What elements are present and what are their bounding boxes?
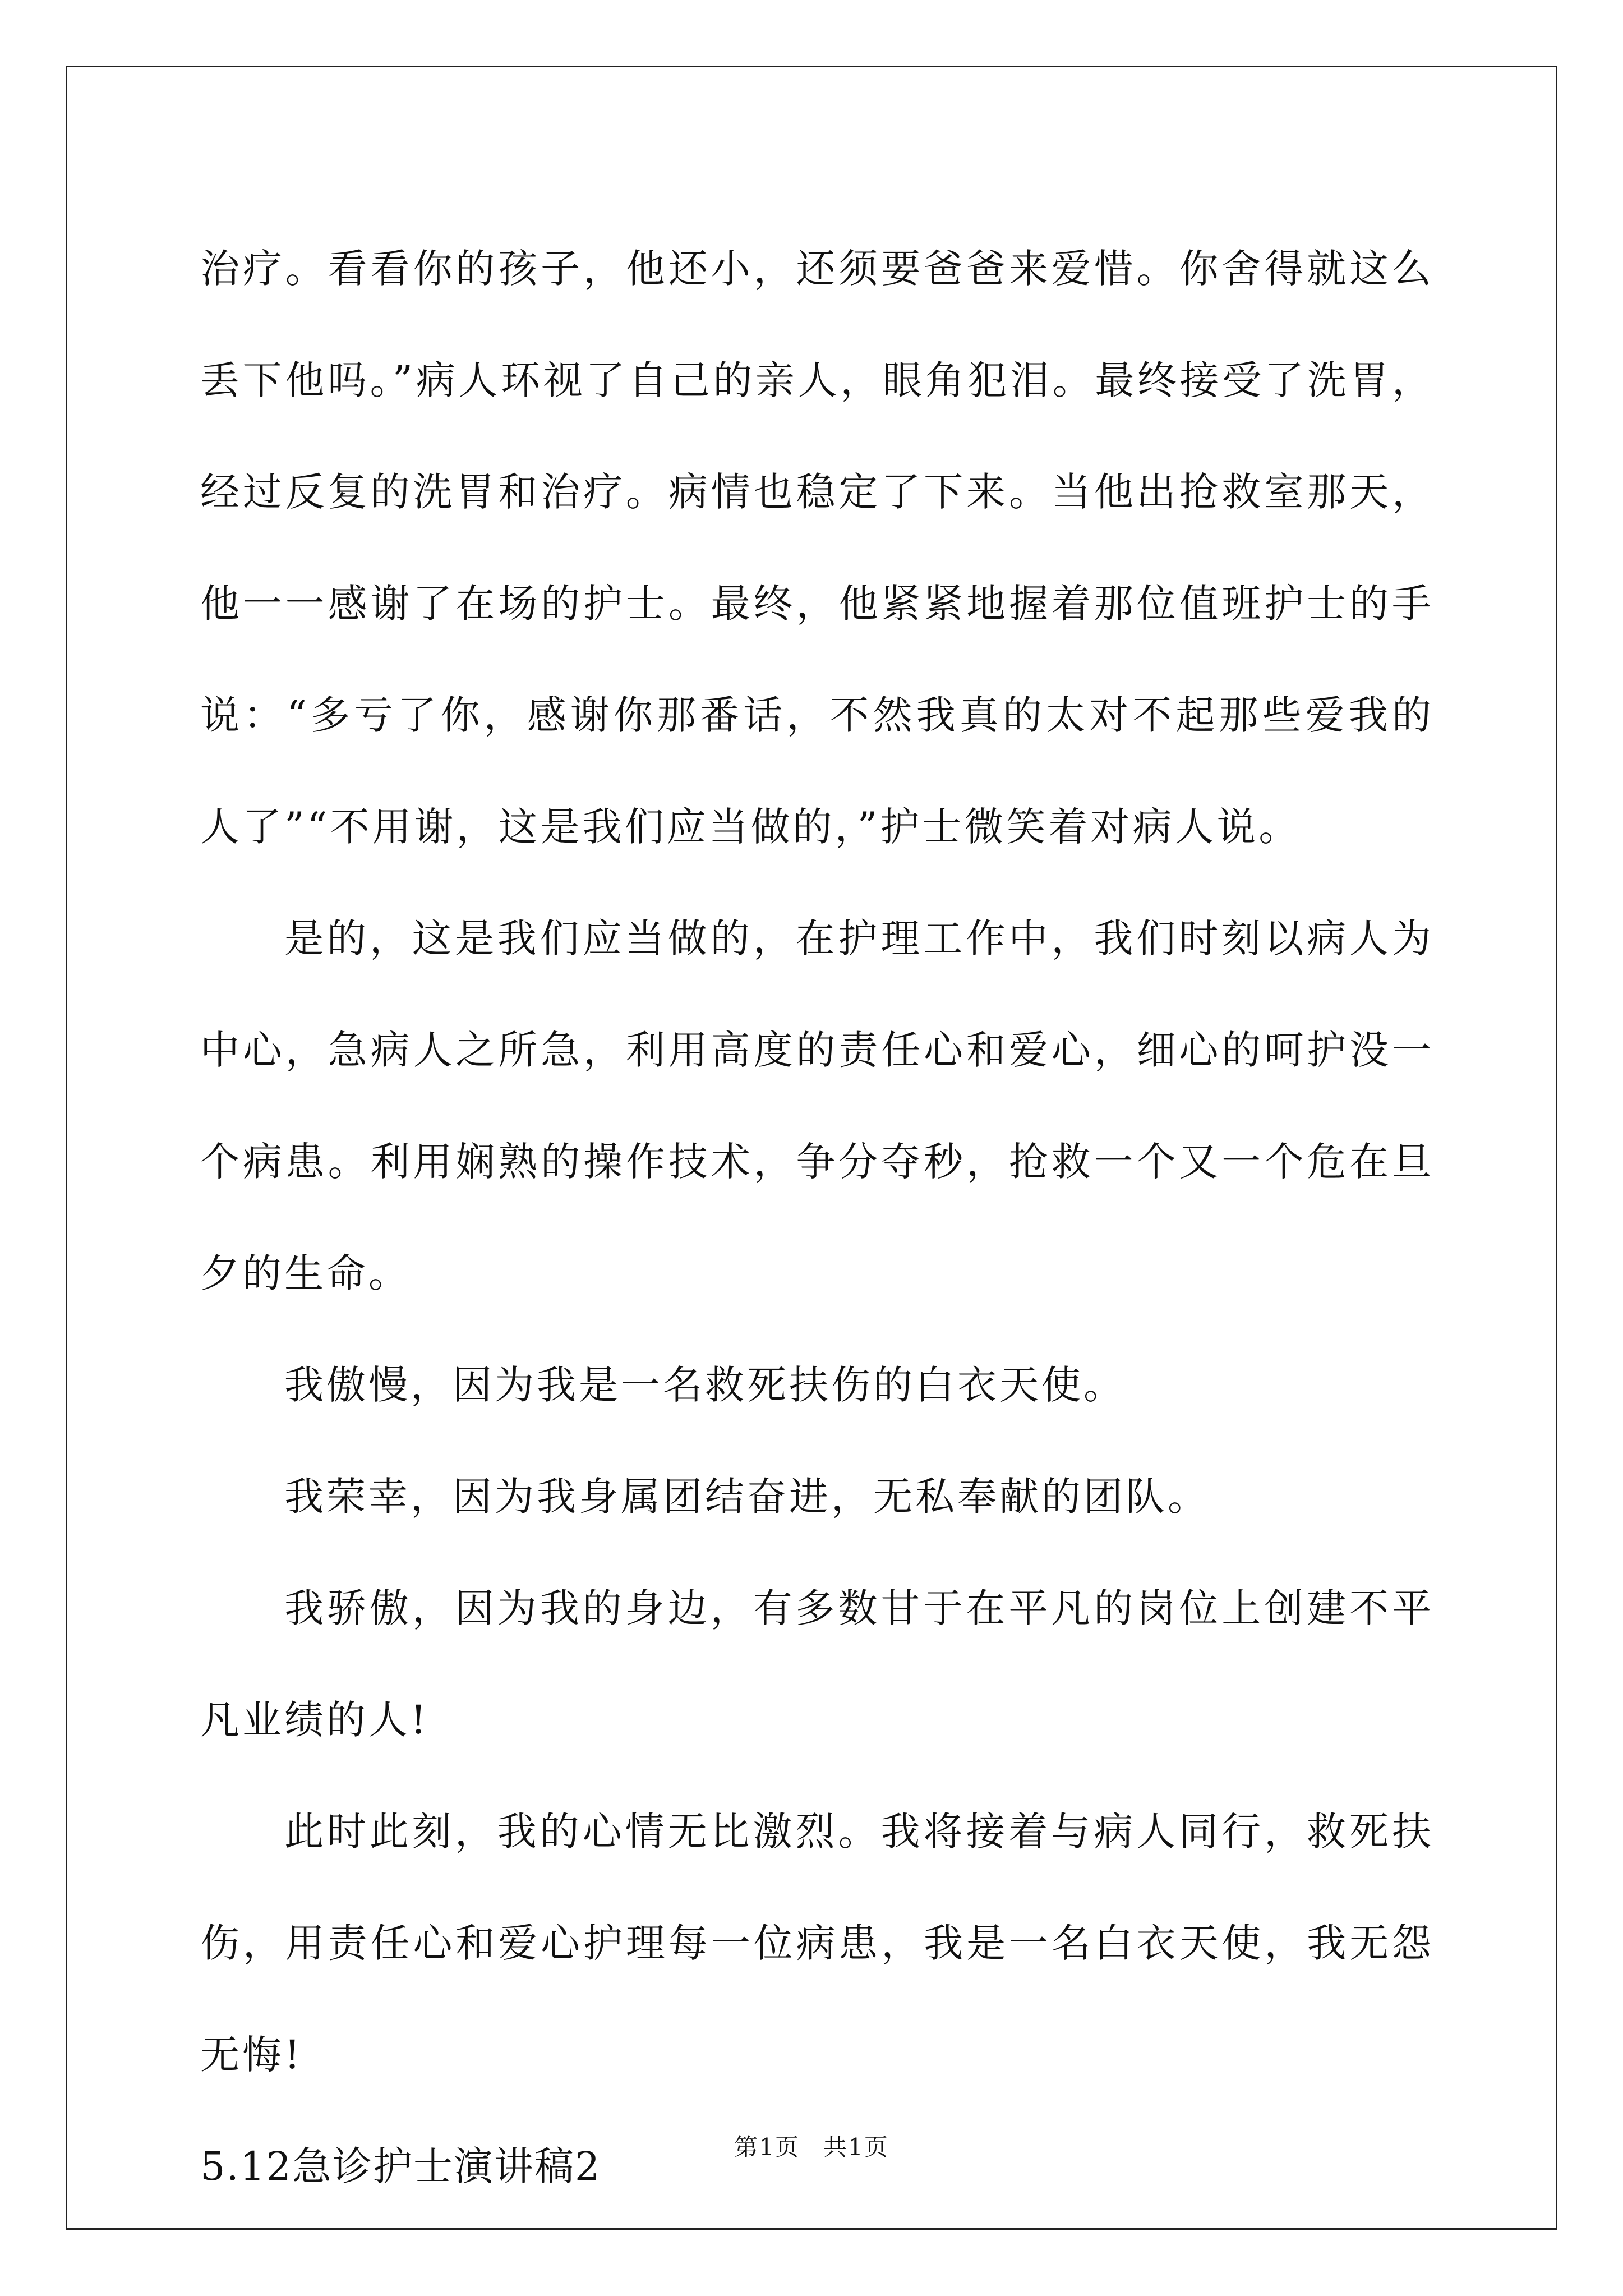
- page-total: 共1页: [823, 2133, 889, 2161]
- paragraph-1: 治疗。看看你的孩子，他还小，还须要爸爸来爱惜。你舍得就这么丢下他吗。”病人环视了自己的亲人，眼角犯泪。最终接受了洗胃，经过反复的洗胃和治疗。病情也稳定了下来。当他出抢救室那天，他一一感谢了在场的护士。最终，他紧紧地握着那位值班护士的手说：“多亏了你，感谢你那番话，不然我真的太对不起那些爱我的人了”“不用谢，这是我们应当做的，”护士微笑着对病人说。: [200, 246, 1434, 850]
- paragraph-5: 我骄傲，因为我的身边，有多数甘于在平凡的岗位上创建不平凡业绩的人!: [200, 1585, 1434, 1743]
- document-body: [200, 213, 1434, 2223]
- page-number: 第1页: [734, 2133, 800, 2161]
- paragraph-4: 我荣幸，因为我身属团结奋进，无私奉献的团队。: [284, 1474, 1210, 1520]
- page-footer: [0, 2129, 1623, 2162]
- section-heading: 5.12急诊护士演讲稿2: [200, 2143, 601, 2189]
- paragraph-3: 我傲慢，因为我是一名救死扶伤的白衣天使。: [284, 1362, 1126, 1408]
- paragraph-2: 是的，这是我们应当做的，在护理工作中，我们时刻以病人为中心，急病人之所急，利用高度的责任心和爱心，细心的呵护没一个病患。利用娴熟的操作技术，争分夺秒，抢救一个又一个危在旦夕的生命。: [200, 915, 1434, 1296]
- paragraph-6: 此时此刻，我的心情无比激烈。我将接着与病人同行，救死扶伤，用责任心和爱心护理每一位病患，我是一名白衣天使，我无怨无悔!: [200, 1809, 1434, 2078]
